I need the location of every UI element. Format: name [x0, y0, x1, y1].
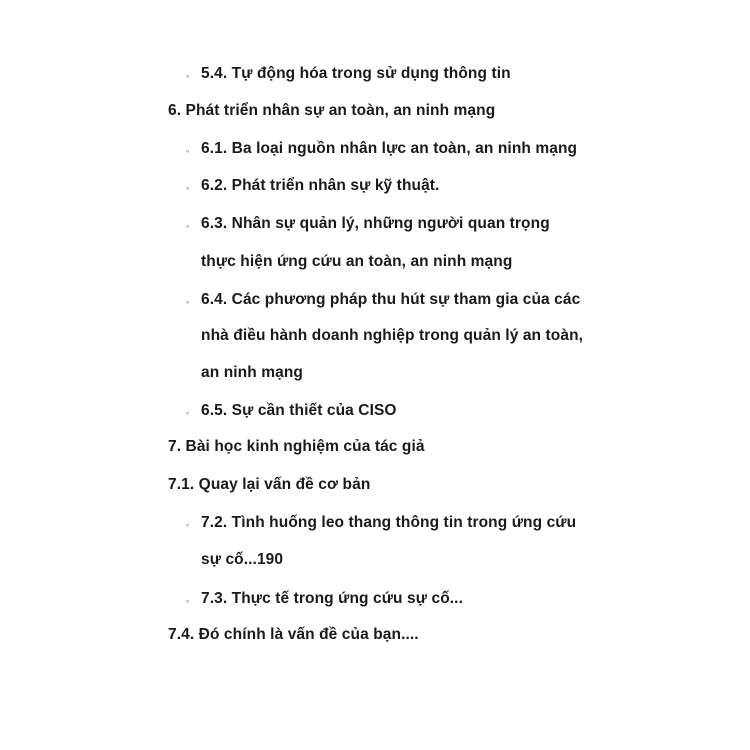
toc-item-6-1: 6.1. Ba loại nguồn nhân lực an toàn, an ninh mạng — [201, 140, 578, 157]
toc-item-5-4: 5.4. Tự động hóa trong sử dụng thông tin — [201, 65, 511, 82]
toc-item-7-3: 7.3. Thực tế trong ứng cứu sự cố... — [201, 590, 463, 607]
toc-item-7-4: 7.4. Đó chính là vấn đề của bạn.... — [168, 626, 419, 643]
bullet-icon: ◦ — [186, 520, 190, 530]
toc-item-7-1: 7.1. Quay lại vấn đề cơ bản — [168, 476, 371, 493]
bullet-icon: ◦ — [186, 408, 190, 418]
bullet-icon: ◦ — [186, 71, 190, 81]
toc-item-6-3: 6.3. Nhân sự quản lý, những người quan trọng — [201, 215, 550, 232]
toc-item-6-2: 6.2. Phát triển nhân sự kỹ thuật. — [201, 177, 440, 194]
toc-item-6-4: 6.4. Các phương pháp thu hút sự tham gia của các — [201, 291, 581, 308]
toc-item-6-4-continued: an ninh mạng — [201, 364, 303, 381]
toc-item-6-4-continued: nhà điều hành doanh nghiệp trong quản lý an toàn, — [201, 327, 584, 344]
bullet-icon: ◦ — [186, 297, 190, 307]
toc-section-6: 6. Phát triển nhân sự an toàn, an ninh mạng — [168, 102, 496, 119]
toc-item-7-2: 7.2. Tình huống leo thang thông tin trong ứng cứu — [201, 514, 577, 531]
bullet-icon: ◦ — [186, 221, 190, 231]
toc-item-7-2-continued: sự cố...190 — [201, 551, 284, 568]
bullet-icon: ◦ — [186, 183, 190, 193]
toc-section-7: 7. Bài học kinh nghiệm của tác giả — [168, 438, 425, 455]
toc-item-6-3-continued: thực hiện ứng cứu an toàn, an ninh mạng — [201, 253, 513, 270]
bullet-icon: ◦ — [186, 146, 190, 156]
bullet-icon: ◦ — [186, 596, 190, 606]
toc-item-6-5: 6.5. Sự cần thiết của CISO — [201, 402, 397, 419]
